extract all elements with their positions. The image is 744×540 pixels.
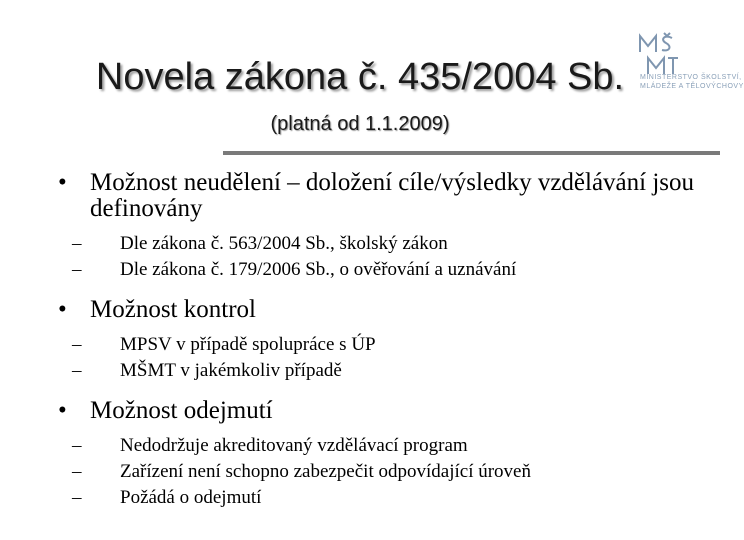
bullet-list bbox=[58, 170, 708, 508]
sub-bullet-item bbox=[58, 335, 708, 355]
logo-text-line-1: MINISTERSTVO ŠKOLSTVÍ, bbox=[640, 74, 742, 81]
msmt-logo-icon bbox=[636, 32, 680, 76]
dash-marker: – bbox=[72, 233, 82, 254]
sub-bullet-item bbox=[58, 436, 708, 456]
sub-bullet-text: Dle zákona č. 179/2006 Sb., o ověřování a uznávání bbox=[120, 259, 517, 280]
sub-bullet-text: Nedodržuje akreditovaný vzdělávací program bbox=[120, 435, 468, 456]
sub-bullet-text: Dle zákona č. 563/2004 Sb., školský zákon bbox=[120, 233, 448, 254]
bullet-text: Možnost kontrol bbox=[90, 296, 256, 323]
sub-bullet-item bbox=[58, 488, 708, 508]
dash-marker: – bbox=[72, 259, 82, 280]
bullet-item bbox=[58, 170, 708, 222]
bullet-item bbox=[58, 297, 708, 323]
logo-text-line-2: MLÁDEŽE A TĚLOVÝCHOVY bbox=[640, 83, 744, 90]
dash-marker: – bbox=[72, 435, 82, 456]
title-divider bbox=[223, 151, 720, 155]
bullet-text: Možnost odejmutí bbox=[90, 397, 273, 424]
dash-marker: – bbox=[72, 334, 82, 355]
slide-title: Novela zákona č. 435/2004 Sb. bbox=[95, 56, 625, 98]
sub-bullet-text: MPSV v případě spolupráce s ÚP bbox=[120, 334, 376, 355]
sub-bullet-item bbox=[58, 361, 708, 381]
sub-bullet-text: Požádá o odejmutí bbox=[120, 487, 262, 508]
sub-bullet-item bbox=[58, 462, 620, 482]
bullet-marker: • bbox=[58, 296, 67, 323]
sub-bullet-item bbox=[58, 260, 708, 280]
bullet-item bbox=[58, 398, 708, 424]
bullet-marker: • bbox=[58, 397, 67, 424]
dash-marker: – bbox=[72, 461, 82, 482]
slide-subtitle: (platná od 1.1.2009) bbox=[270, 113, 450, 135]
dash-marker: – bbox=[72, 487, 82, 508]
msmt-logo bbox=[632, 32, 744, 104]
bullet-marker: • bbox=[58, 169, 67, 196]
sub-bullet-text: MŠMT v jakémkoliv případě bbox=[120, 360, 342, 381]
bullet-text: Možnost neudělení – doložení cíle/výsledky vzdělávání jsou definovány bbox=[90, 169, 695, 222]
dash-marker: – bbox=[72, 360, 82, 381]
sub-bullet-text: Zařízení není schopno zabezpečit odpovídající úroveň bbox=[120, 461, 531, 482]
sub-bullet-item bbox=[58, 234, 708, 254]
